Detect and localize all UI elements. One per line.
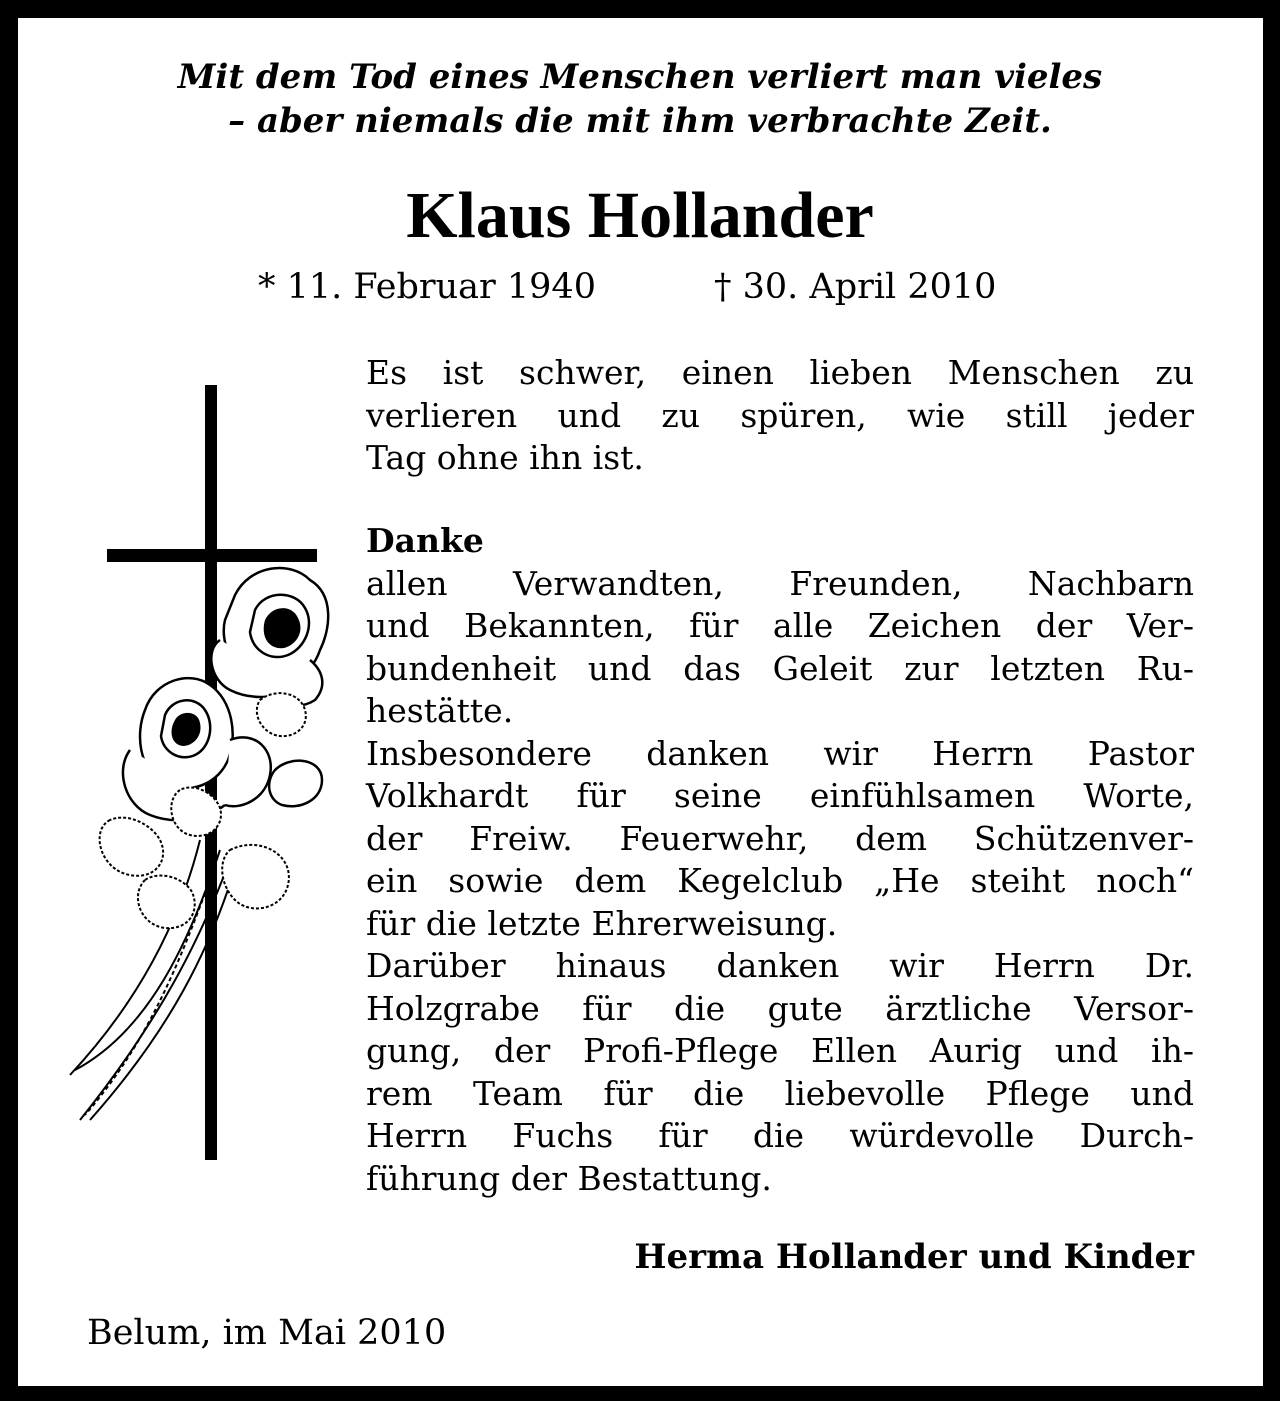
intro-line: Es ist schwer, einen lieben Menschen zu bbox=[366, 353, 1194, 392]
thanks-heading: Danke bbox=[366, 521, 484, 560]
death-date: † 30. April 2010 bbox=[714, 267, 997, 307]
signature: Herma Hollander und Kinder bbox=[634, 1237, 1194, 1277]
thanks-line: Holzgrabe für die gute ärztliche Versor- bbox=[366, 988, 1194, 1028]
thanks-section bbox=[366, 520, 1194, 1200]
thanks-line: Herrn Fuchs für die würdevolle Durch- bbox=[366, 1116, 1194, 1155]
cross-with-roses-icon bbox=[60, 380, 340, 1170]
motto-line-2: – aber niemals die mit ihm verbrachte Zeit. bbox=[228, 101, 1052, 141]
deceased-name: Klaus Hollander bbox=[406, 179, 874, 252]
place-date: Belum, im Mai 2010 bbox=[87, 1313, 447, 1353]
thanks-line: Volkhardt für seine einfühlsamen Worte, bbox=[366, 776, 1194, 815]
thanks-line: gung, der Profi-Pflege Ellen Aurig und ih- bbox=[366, 1031, 1194, 1070]
thanks-line: ein sowie dem Kegelclub „He steiht noch“ bbox=[366, 861, 1194, 900]
thanks-line: Insbesondere danken wir Herrn Pastor bbox=[366, 733, 1194, 773]
thanks-line: rem Team für die liebevolle Pflege und bbox=[366, 1073, 1194, 1113]
intro-line: Tag ohne ihn ist. bbox=[366, 438, 644, 477]
thanks-line: hestätte. bbox=[366, 691, 514, 730]
thanks-line: allen Verwandten, Freunden, Nachbarn bbox=[366, 563, 1194, 603]
birth-date: * 11. Februar 1940 bbox=[258, 267, 596, 307]
thanks-line: bundenheit und das Geleit zur letzten Ru- bbox=[366, 648, 1194, 688]
motto-line-1: Mit dem Tod eines Menschen verliert man vieles bbox=[177, 57, 1103, 97]
thanks-line: und Bekannten, für alle Zeichen der Ver- bbox=[366, 606, 1194, 645]
thanks-line: der Freiw. Feuerwehr, dem Schützenver- bbox=[366, 818, 1194, 858]
intro-line: verlieren und zu spüren, wie still jeder bbox=[366, 395, 1194, 435]
thanks-line: führung der Bestattung. bbox=[366, 1158, 772, 1198]
thanks-line: Darüber hinaus danken wir Herrn Dr. bbox=[366, 946, 1194, 985]
intro-paragraph bbox=[366, 352, 1194, 480]
motto bbox=[0, 55, 1280, 143]
thanks-line: für die letzte Ehrerweisung. bbox=[366, 903, 838, 943]
